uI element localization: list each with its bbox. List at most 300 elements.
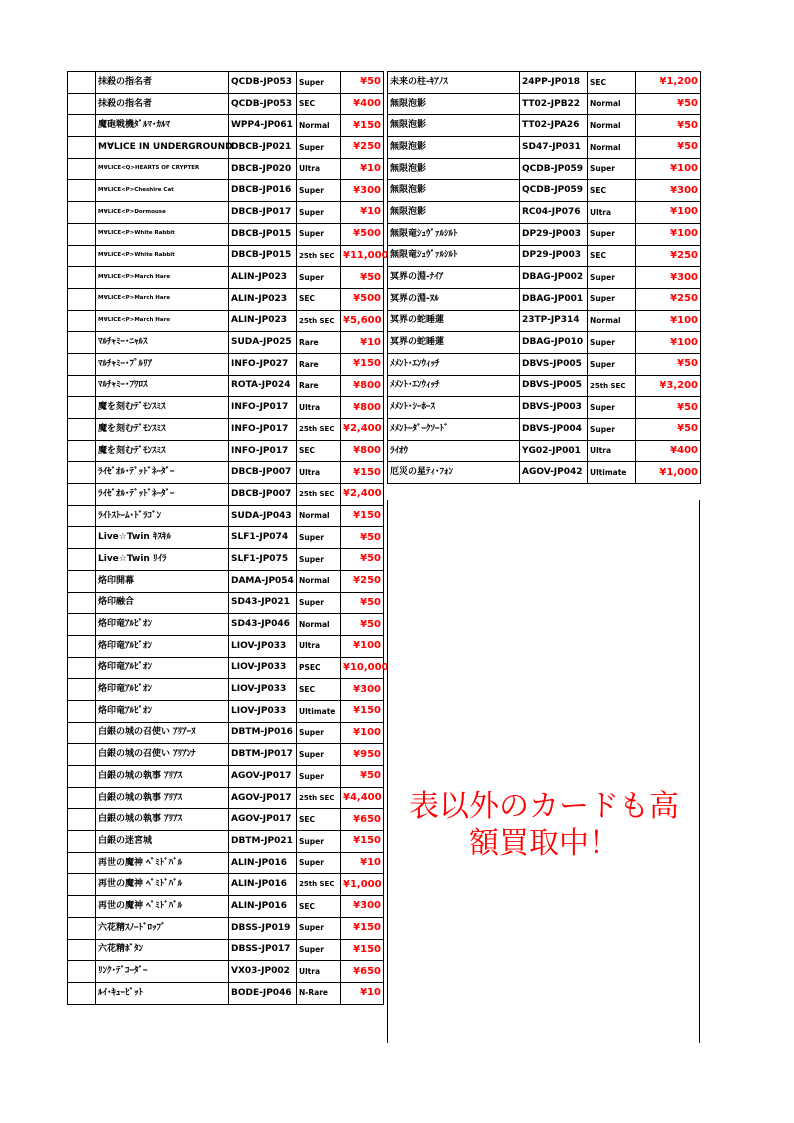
row-index-cell — [68, 440, 96, 462]
table-row — [388, 375, 701, 397]
card-rarity: SEC — [297, 809, 341, 831]
card-name: 魔を刻むﾃﾞﾓﾝｽﾐｽ — [96, 397, 229, 419]
table-row — [68, 917, 384, 939]
card-name: Live☆Twin ﾘｲﾗ — [96, 549, 229, 571]
card-code: QCDB-JP059 — [520, 158, 588, 180]
card-name: 冥界の淵-ﾅｲｱ — [388, 267, 520, 289]
card-price: ¥50 — [341, 549, 384, 571]
card-code: DBCB-JP007 — [229, 484, 297, 506]
card-name: M∀LICE<P>March Hare — [96, 310, 229, 332]
card-rarity: Super — [297, 592, 341, 614]
card-name: ﾘﾝｸ･ﾃﾞｺｰﾀﾞｰ — [96, 961, 229, 983]
card-code: DBAG-JP001 — [520, 288, 588, 310]
row-index-cell — [68, 766, 96, 788]
card-name: M∀LICE<P>Dormouse — [96, 202, 229, 224]
card-price: ¥100 — [636, 310, 701, 332]
card-name: M∀LICE<P>March Hare — [96, 288, 229, 310]
row-index-cell — [68, 93, 96, 115]
card-rarity: Super — [297, 939, 341, 961]
table-row — [68, 310, 384, 332]
card-rarity: SEC — [297, 288, 341, 310]
table-row — [68, 614, 384, 636]
card-code: DBTM-JP017 — [229, 744, 297, 766]
table-row — [388, 353, 701, 375]
table-row — [68, 549, 384, 571]
card-name: M∀LICE<P>Cheshire Cat — [96, 180, 229, 202]
card-price: ¥400 — [341, 93, 384, 115]
card-code: DBTM-JP021 — [229, 831, 297, 853]
row-index-cell — [68, 527, 96, 549]
card-code: WPP4-JP061 — [229, 115, 297, 137]
card-code: SD43-JP046 — [229, 614, 297, 636]
table-row — [68, 440, 384, 462]
card-rarity: SEC — [297, 679, 341, 701]
card-price: ¥100 — [636, 202, 701, 224]
row-index-cell — [68, 202, 96, 224]
row-index-cell — [68, 570, 96, 592]
card-rarity: Normal — [297, 115, 341, 137]
table-row — [68, 353, 384, 375]
card-rarity: Super — [297, 137, 341, 159]
table-row — [68, 180, 384, 202]
card-name: ﾏﾙﾁｬﾐｰ･ﾌﾟﾙﾘｱ — [96, 353, 229, 375]
card-name: 無限泡影 — [388, 202, 520, 224]
table-row — [68, 852, 384, 874]
card-price: ¥250 — [341, 570, 384, 592]
card-name: 無限泡影 — [388, 158, 520, 180]
table-row — [68, 137, 384, 159]
card-name: 白銀の城の執事 ｱﾘｱｽ — [96, 809, 229, 831]
card-name: 抹殺の指名者 — [96, 93, 229, 115]
table-row — [68, 158, 384, 180]
card-code: ALIN-JP023 — [229, 267, 297, 289]
card-name: 魔を刻むﾃﾞﾓﾝｽﾐｽ — [96, 440, 229, 462]
card-code: ROTA-JP024 — [229, 375, 297, 397]
card-rarity: Super — [588, 223, 636, 245]
card-name: ﾏﾙﾁｬﾐｰ･ﾆｬﾙｽ — [96, 332, 229, 354]
table-row — [388, 93, 701, 115]
card-code: SUDA-JP025 — [229, 332, 297, 354]
card-name: 白銀の迷宮城 — [96, 831, 229, 853]
row-index-cell — [68, 896, 96, 918]
table-row — [388, 267, 701, 289]
row-index-cell — [68, 419, 96, 441]
table-row — [388, 397, 701, 419]
card-rarity: Super — [588, 397, 636, 419]
card-rarity: SEC — [588, 245, 636, 267]
card-name: 六花精ﾎﾞﾀﾝ — [96, 939, 229, 961]
row-index-cell — [68, 375, 96, 397]
card-name: M∀LICE<P>White Rabbit — [96, 245, 229, 267]
card-code: 24PP-JP018 — [520, 72, 588, 94]
card-code: INFO-JP027 — [229, 353, 297, 375]
card-code: INFO-JP017 — [229, 440, 297, 462]
table-row — [68, 766, 384, 788]
card-price: ¥300 — [636, 180, 701, 202]
card-name: 烙印開幕 — [96, 570, 229, 592]
card-price: ¥10 — [341, 852, 384, 874]
card-rarity: SEC — [297, 440, 341, 462]
table-row — [68, 462, 384, 484]
table-row — [388, 440, 701, 462]
card-name: 烙印竜ｱﾙﾋﾞｵﾝ — [96, 679, 229, 701]
card-name: 冥界の蛇睡蓮 — [388, 332, 520, 354]
card-rarity: 25th SEC — [297, 787, 341, 809]
table-row — [68, 896, 384, 918]
card-price: ¥150 — [341, 462, 384, 484]
card-name: ﾏﾙﾁｬﾐｰ･ﾌﾜﾛｽ — [96, 375, 229, 397]
card-price: ¥50 — [341, 592, 384, 614]
card-code: ALIN-JP016 — [229, 896, 297, 918]
card-price: ¥50 — [341, 72, 384, 94]
card-rarity: Super — [297, 180, 341, 202]
card-price: ¥150 — [341, 700, 384, 722]
card-price: ¥1,200 — [636, 72, 701, 94]
card-rarity: 25th SEC — [297, 484, 341, 506]
card-price: ¥100 — [341, 635, 384, 657]
card-code: LIOV-JP033 — [229, 679, 297, 701]
card-name: 無限泡影 — [388, 93, 520, 115]
table-row — [68, 939, 384, 961]
table-row — [68, 223, 384, 245]
card-code: SUDA-JP043 — [229, 505, 297, 527]
card-name: 無限泡影 — [388, 115, 520, 137]
card-code: DP29-JP003 — [520, 223, 588, 245]
row-index-cell — [68, 462, 96, 484]
card-code: ALIN-JP023 — [229, 288, 297, 310]
card-price: ¥300 — [341, 180, 384, 202]
card-code: SD47-JP031 — [520, 137, 588, 159]
card-price: ¥800 — [341, 440, 384, 462]
card-code: TT02-JPB22 — [520, 93, 588, 115]
row-index-cell — [68, 137, 96, 159]
card-rarity: Normal — [588, 137, 636, 159]
table-row — [68, 874, 384, 896]
card-rarity: Ultimate — [297, 700, 341, 722]
left-price-table — [67, 71, 389, 1005]
row-index-cell — [68, 982, 96, 1004]
card-name: 再世の魔神 ﾍﾞﾐﾄﾞﾊﾞﾙ — [96, 874, 229, 896]
row-index-cell — [68, 787, 96, 809]
card-price: ¥650 — [341, 809, 384, 831]
card-name: ﾗｲｾﾞｵﾙ･ﾃﾞｯﾄﾞﾈｰﾀﾞｰ — [96, 484, 229, 506]
card-rarity: Super — [588, 353, 636, 375]
card-price: ¥50 — [341, 614, 384, 636]
card-name: 白銀の城の執事 ｱﾘｱｽ — [96, 787, 229, 809]
card-code: DBCB-JP016 — [229, 180, 297, 202]
right-blank-area — [387, 500, 700, 1043]
card-rarity: PSEC — [297, 657, 341, 679]
table-row — [388, 462, 701, 484]
table-row — [68, 744, 384, 766]
card-name: 再世の魔神 ﾍﾞﾐﾄﾞﾊﾞﾙ — [96, 896, 229, 918]
buyback-notice — [390, 788, 698, 862]
card-name: ﾗｲｾﾞｵﾙ･ﾃﾞｯﾄﾞﾈｰﾀﾞｰ — [96, 462, 229, 484]
card-price: ¥50 — [341, 766, 384, 788]
card-price: ¥50 — [636, 353, 701, 375]
table-row — [388, 137, 701, 159]
card-price: ¥150 — [341, 831, 384, 853]
card-price: ¥100 — [636, 223, 701, 245]
card-code: DBVS-JP004 — [520, 419, 588, 441]
row-index-cell — [68, 288, 96, 310]
table-row — [68, 982, 384, 1004]
card-name: 烙印融合 — [96, 592, 229, 614]
card-price: ¥50 — [636, 93, 701, 115]
card-code: SD43-JP021 — [229, 592, 297, 614]
card-code: DBCB-JP021 — [229, 137, 297, 159]
card-code: DBCB-JP015 — [229, 223, 297, 245]
table-row — [68, 72, 384, 94]
card-code: TT02-JPA26 — [520, 115, 588, 137]
card-name: 烙印竜ｱﾙﾋﾞｵﾝ — [96, 657, 229, 679]
card-rarity: Ultra — [588, 440, 636, 462]
card-price: ¥250 — [636, 245, 701, 267]
card-price: ¥50 — [636, 115, 701, 137]
card-code: LIOV-JP033 — [229, 657, 297, 679]
card-name: 厄災の星ﾃｨ･ﾌｫﾝ — [388, 462, 520, 484]
row-index-cell — [68, 635, 96, 657]
table-row — [68, 202, 384, 224]
row-index-cell — [68, 115, 96, 137]
card-code: BODE-JP046 — [229, 982, 297, 1004]
card-code: DBCB-JP020 — [229, 158, 297, 180]
table-row — [68, 397, 384, 419]
card-price: ¥150 — [341, 115, 384, 137]
card-name: 魔を刻むﾃﾞﾓﾝｽﾐｽ — [96, 419, 229, 441]
card-rarity: SEC — [588, 180, 636, 202]
card-name: 未来の柱-ｷｱﾉｽ — [388, 72, 520, 94]
card-code: ALIN-JP016 — [229, 874, 297, 896]
card-code: VX03-JP002 — [229, 961, 297, 983]
card-code: DBCB-JP007 — [229, 462, 297, 484]
card-code: RC04-JP076 — [520, 202, 588, 224]
card-rarity: Super — [297, 831, 341, 853]
card-code: QCDB-JP053 — [229, 93, 297, 115]
card-price: ¥3,200 — [636, 375, 701, 397]
row-index-cell — [68, 180, 96, 202]
card-name: ﾗｲｵｳ — [388, 440, 520, 462]
card-rarity: Super — [588, 158, 636, 180]
card-name: M∀LICE<Q>HEARTS OF CRYPTER — [96, 158, 229, 180]
card-code: LIOV-JP033 — [229, 635, 297, 657]
card-rarity: Super — [297, 223, 341, 245]
card-name: 無限竜ｼｭｳﾞｧﾙｼﾙﾄ — [388, 223, 520, 245]
row-index-cell — [68, 484, 96, 506]
row-index-cell — [68, 223, 96, 245]
card-name: 再世の魔神 ﾍﾞﾐﾄﾞﾊﾞﾙ — [96, 852, 229, 874]
card-name: M∀LICE<P>White Rabbit — [96, 223, 229, 245]
right-price-table — [387, 71, 701, 484]
card-name: 魔砲戦機ﾀﾞﾙﾏ･ｶﾙﾏ — [96, 115, 229, 137]
table-row — [68, 288, 384, 310]
card-price: ¥2,400 — [341, 419, 384, 441]
card-code: AGOV-JP017 — [229, 787, 297, 809]
card-rarity: Ultra — [297, 961, 341, 983]
card-price: ¥10 — [341, 202, 384, 224]
card-code: DP29-JP003 — [520, 245, 588, 267]
card-price: ¥50 — [636, 137, 701, 159]
row-index-cell — [68, 310, 96, 332]
card-name: 冥界の淵-ﾇﾙ — [388, 288, 520, 310]
table-row — [68, 93, 384, 115]
card-name: M∀LICE IN UNDERGROUND — [96, 137, 229, 159]
card-price: ¥300 — [341, 679, 384, 701]
card-price: ¥10 — [341, 158, 384, 180]
card-rarity: Super — [297, 72, 341, 94]
card-code: DBCB-JP017 — [229, 202, 297, 224]
table-row — [68, 375, 384, 397]
card-price: ¥5,600 — [341, 310, 384, 332]
table-row — [68, 592, 384, 614]
card-price: ¥400 — [636, 440, 701, 462]
card-name: 抹殺の指名者 — [96, 72, 229, 94]
row-index-cell — [68, 722, 96, 744]
card-name: Live☆Twin ｷｽｷﾙ — [96, 527, 229, 549]
card-price: ¥50 — [636, 419, 701, 441]
card-price: ¥950 — [341, 744, 384, 766]
card-code: AGOV-JP017 — [229, 766, 297, 788]
card-price: ¥2,400 — [341, 484, 384, 506]
card-price: ¥10 — [341, 982, 384, 1004]
card-rarity: Normal — [588, 115, 636, 137]
card-code: AGOV-JP017 — [229, 809, 297, 831]
notice-line-1: 表以外のカードも高 — [409, 789, 679, 824]
card-rarity: Super — [297, 267, 341, 289]
card-rarity: Ultra — [297, 397, 341, 419]
card-rarity: Super — [297, 202, 341, 224]
row-index-cell — [68, 158, 96, 180]
card-code: QCDB-JP059 — [520, 180, 588, 202]
card-rarity: Normal — [588, 310, 636, 332]
card-code: DBAG-JP010 — [520, 332, 588, 354]
table-row — [68, 657, 384, 679]
card-rarity: Normal — [297, 614, 341, 636]
row-index-cell — [68, 592, 96, 614]
card-code: ALIN-JP016 — [229, 852, 297, 874]
row-index-cell — [68, 267, 96, 289]
card-rarity: 25th SEC — [297, 310, 341, 332]
row-index-cell — [68, 397, 96, 419]
row-index-cell — [68, 939, 96, 961]
card-name: M∀LICE<P>March Hare — [96, 267, 229, 289]
card-name: ﾒﾒﾝﾄ･ｴﾝｳｨｯﾁ — [388, 353, 520, 375]
card-name: 無限竜ｼｭｳﾞｧﾙｼﾙﾄ — [388, 245, 520, 267]
row-index-cell — [68, 657, 96, 679]
card-code: DBVS-JP005 — [520, 375, 588, 397]
card-name: ﾗｲﾄｽﾄｰﾑ･ﾄﾞﾗｺﾞﾝ — [96, 505, 229, 527]
card-name: 白銀の城の召使い ｱﾘｱﾝﾅ — [96, 744, 229, 766]
card-price: ¥10 — [341, 332, 384, 354]
card-code: INFO-JP017 — [229, 419, 297, 441]
row-index-cell — [68, 332, 96, 354]
table-row — [388, 72, 701, 94]
card-rarity: Normal — [588, 93, 636, 115]
card-rarity: SEC — [297, 93, 341, 115]
row-index-cell — [68, 809, 96, 831]
table-row — [388, 310, 701, 332]
card-rarity: Super — [297, 722, 341, 744]
card-price: ¥150 — [341, 917, 384, 939]
card-rarity: Super — [297, 549, 341, 571]
card-name: 無限泡影 — [388, 180, 520, 202]
card-price: ¥500 — [341, 223, 384, 245]
card-price: ¥250 — [341, 137, 384, 159]
card-rarity: Super — [297, 527, 341, 549]
card-code: 23TP-JP314 — [520, 310, 588, 332]
row-index-cell — [68, 831, 96, 853]
table-row — [68, 245, 384, 267]
card-price: ¥300 — [636, 267, 701, 289]
card-rarity: Normal — [297, 505, 341, 527]
table-row — [388, 419, 701, 441]
table-row — [388, 202, 701, 224]
card-price: ¥150 — [341, 939, 384, 961]
row-index-cell — [68, 549, 96, 571]
table-row — [68, 570, 384, 592]
card-name: 白銀の城の執事 ｱﾘｱｽ — [96, 766, 229, 788]
card-rarity: Ultimate — [588, 462, 636, 484]
card-price: ¥1,000 — [341, 874, 384, 896]
card-rarity: SEC — [297, 896, 341, 918]
card-price: ¥100 — [636, 332, 701, 354]
card-name: ﾒﾒﾝﾄ･ｼｰﾎｰｽ — [388, 397, 520, 419]
card-price: ¥800 — [341, 375, 384, 397]
card-rarity: Rare — [297, 332, 341, 354]
card-code: DBTM-JP016 — [229, 722, 297, 744]
card-price: ¥100 — [341, 722, 384, 744]
card-name: 白銀の城の召使い ｱﾘｱｰﾇ — [96, 722, 229, 744]
table-row — [68, 505, 384, 527]
row-index-cell — [68, 917, 96, 939]
card-rarity: Super — [297, 917, 341, 939]
card-code: INFO-JP017 — [229, 397, 297, 419]
table-row — [388, 223, 701, 245]
table-row — [68, 722, 384, 744]
table-row — [68, 635, 384, 657]
card-price: ¥50 — [341, 267, 384, 289]
table-row — [68, 700, 384, 722]
card-name: 烙印竜ｱﾙﾋﾞｵﾝ — [96, 614, 229, 636]
notice-line-2: 額買取中！ — [469, 826, 619, 861]
card-code: DBAG-JP002 — [520, 267, 588, 289]
card-rarity: SEC — [588, 72, 636, 94]
table-row — [68, 484, 384, 506]
card-code: QCDB-JP053 — [229, 72, 297, 94]
card-rarity: Normal — [297, 570, 341, 592]
card-rarity: Super — [588, 332, 636, 354]
card-rarity: Ultra — [297, 635, 341, 657]
card-rarity: 25th SEC — [297, 419, 341, 441]
card-name: ﾒﾒﾝﾄｰﾀﾞｰｸｿｰﾄﾞ — [388, 419, 520, 441]
table-row — [68, 115, 384, 137]
card-code: DBVS-JP003 — [520, 397, 588, 419]
card-rarity: Super — [297, 852, 341, 874]
card-code: DBSS-JP019 — [229, 917, 297, 939]
card-code: DBCB-JP015 — [229, 245, 297, 267]
table-row — [68, 787, 384, 809]
table-row — [68, 332, 384, 354]
card-price: ¥50 — [636, 397, 701, 419]
card-rarity: Super — [297, 744, 341, 766]
card-price: ¥650 — [341, 961, 384, 983]
row-index-cell — [68, 874, 96, 896]
row-index-cell — [68, 505, 96, 527]
card-code: DBVS-JP005 — [520, 353, 588, 375]
card-price: ¥150 — [341, 353, 384, 375]
card-code: DAMA-JP054 — [229, 570, 297, 592]
row-index-cell — [68, 72, 96, 94]
